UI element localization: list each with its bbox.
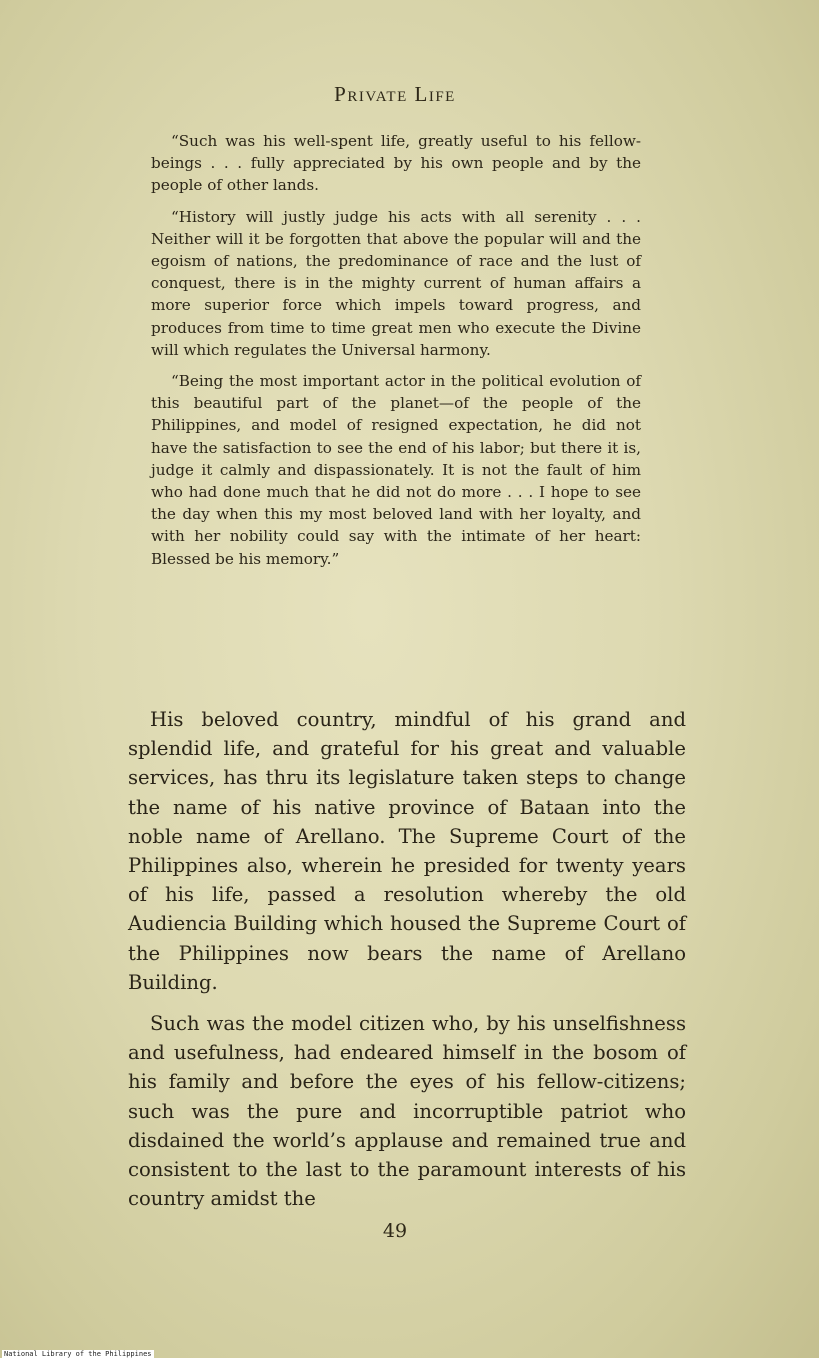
- running-head: Private Life: [334, 82, 456, 106]
- block-quote: [151, 130, 641, 579]
- quote-paragraph: “Such was his well-spent life, greatly useful to his fellow-beings . . . fully appreciated by his own people and by the people of other lands.: [151, 132, 641, 195]
- body-paragraph: Such was the model citizen who, by his unselfishness and usefulness, had endeared himself in the bosom of his family and before the eyes of his fellow-citizens; such was the pure and incorruptible patriot who disdained the world’s applause and remained true and consistent to the last to the paramount interests of his country amidst the: [128, 1012, 686, 1211]
- library-credit: National Library of the Philippines: [4, 1350, 152, 1358]
- quote-paragraph: “Being the most important actor in the political evolution of this beautiful part of the planet—of the people of the Philippines, and model of resigned expectation, he did not have the satisfaction to see the end of his labor; but there it is, judge it calmly and dispassionately. It is not the fault of him who had done much that he did not do more . . . I hope to see the day when this my most beloved land with her loyalty, and with her nobility could say with the intimate of her heart: Blessed be his memory.”: [151, 372, 641, 568]
- page-number: 49: [382, 1220, 408, 1242]
- body-paragraph: His beloved country, mindful of his grand and splendid life, and grateful for his great and valuable services, has thru its legislature taken steps to change the name of his native province of Bataan into the noble name of Arellano. The Supreme Court of the Philippines also, wherein he presided for twenty years of his life, passed a resolution whereby the old Audiencia Building which housed the Supreme Court of the Philippines now bears the name of Arellano Building.: [128, 708, 686, 994]
- body-text: [128, 705, 686, 1225]
- quote-paragraph: “History will justly judge his acts with all serenity . . . Neither will it be forgotten that above the popular will and the egoism of nations, the predominance of race and the lust of conquest, there is in the mighty current of human affairs a more superior force which impels toward progress, and produces from time to time great men who execute the Divine will which regulates the Universal harmony.: [151, 207, 641, 359]
